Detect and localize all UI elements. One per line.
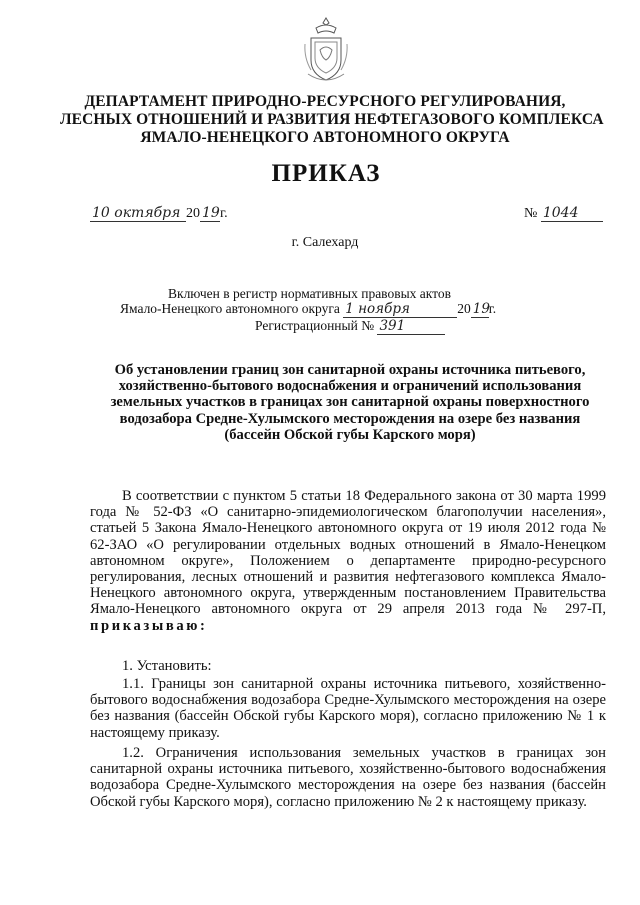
handwritten-year: 19 (202, 205, 220, 221)
department-line: ДЕПАРТАМЕНТ ПРИРОДНО-РЕСУРСНОГО РЕГУЛИРОВАНИЯ, (84, 93, 566, 110)
department-line: ЯМАЛО-НЕНЕЦКОГО АВТОНОМНОГО ОКРУГА (140, 129, 510, 146)
title-line: хозяйственно-бытового водоснабжения и ограничений использования (118, 378, 582, 395)
department-line: ЛЕСНЫХ ОТНОШЕНИЙ И РАЗВИТИЯ НЕФТЕГАЗОВОГО КОМПЛЕКСА (60, 111, 604, 128)
coat-of-arms-icon (302, 14, 350, 90)
registry-line-1: Включен в регистр нормативных правовых актов (168, 286, 452, 301)
registry-handwritten-year: 19 (472, 301, 490, 317)
item-1-1: 1.1. Границы зон санитарной охраны источника питьевого, хозяйственно-бытового водоснабжения водозабора Средне-Хулымского месторождения на озере без названия (бассейн Обской губы Карского моря), согласно приложению № 1 к настоящему приказу. (90, 676, 606, 741)
item-1-2: 1.2. Ограничения использования земельных участков в границах зон санитарной охраны источника питьевого, хозяйственно-бытового водоснабжения водозабора Средне-Хулымского месторождения на озере без названия (бассейн Обской губы Карского моря), согласно приложению № 2 к настоящему приказу. (90, 745, 606, 810)
order-date (90, 206, 228, 222)
year-prefix: 20 (186, 206, 200, 221)
department-header (60, 93, 604, 147)
order-word: приказываю: (90, 617, 208, 634)
registry-handwritten-number: 391 (377, 319, 445, 335)
preamble-text: В соответствии с пунктом 5 статьи 18 Федерального закона от 30 марта 1999 года № 52-ФЗ «О санитарно-эпидемиологическом благополучии населения», статьей 5 Закона Ямало-Ненецкого автономного округа от 19 июля 2012 года № 62-ЗАО «О регулировании отдельных водных отношений в Ямало-Ненецком автономном округе», Положением о департаменте природно-ресурсного регулирования, лесных отношений и развития нефтегазового комплекса Ямало-Ненецкого автономного округа, утвержденным постановлением Правительства Ямало-Ненецкого автономного округа от 29 апреля 2013 года № 297-П, (90, 488, 606, 618)
registry-number-label: Регистрационный № (255, 318, 375, 333)
handwritten-date: 10 октября (90, 206, 186, 222)
registry-line-2 (120, 301, 550, 318)
registry-region: Ямало-Ненецкого автономного округа (120, 301, 340, 316)
order-number (524, 206, 603, 222)
registry-year-prefix: 20 (457, 301, 471, 316)
title-line: водозабора Средне-Хулымского месторождения на озере без названия (119, 410, 581, 427)
number-label: № (524, 206, 538, 221)
registry-line-3 (120, 318, 550, 335)
preamble-paragraph (90, 488, 606, 634)
registry-year-suffix: г. (488, 301, 497, 316)
handwritten-number: 1044 (541, 206, 603, 222)
registry-handwritten-date: 1 ноября (343, 302, 457, 318)
document-type: ПРИКАЗ (271, 160, 381, 187)
city: г. Салехард (291, 235, 359, 250)
registry-stamp (120, 286, 550, 335)
title-line: земельных участков в границах зон санитарной охраны поверхностного (110, 394, 590, 411)
document-title (90, 362, 610, 443)
title-line: (бассейн Обской губы Карского моря) (224, 426, 476, 443)
year-suffix: г. (220, 206, 228, 221)
item-1: 1. Установить: (122, 658, 212, 674)
title-line: Об установлении границ зон санитарной охраны источника питьевого, (114, 362, 586, 378)
